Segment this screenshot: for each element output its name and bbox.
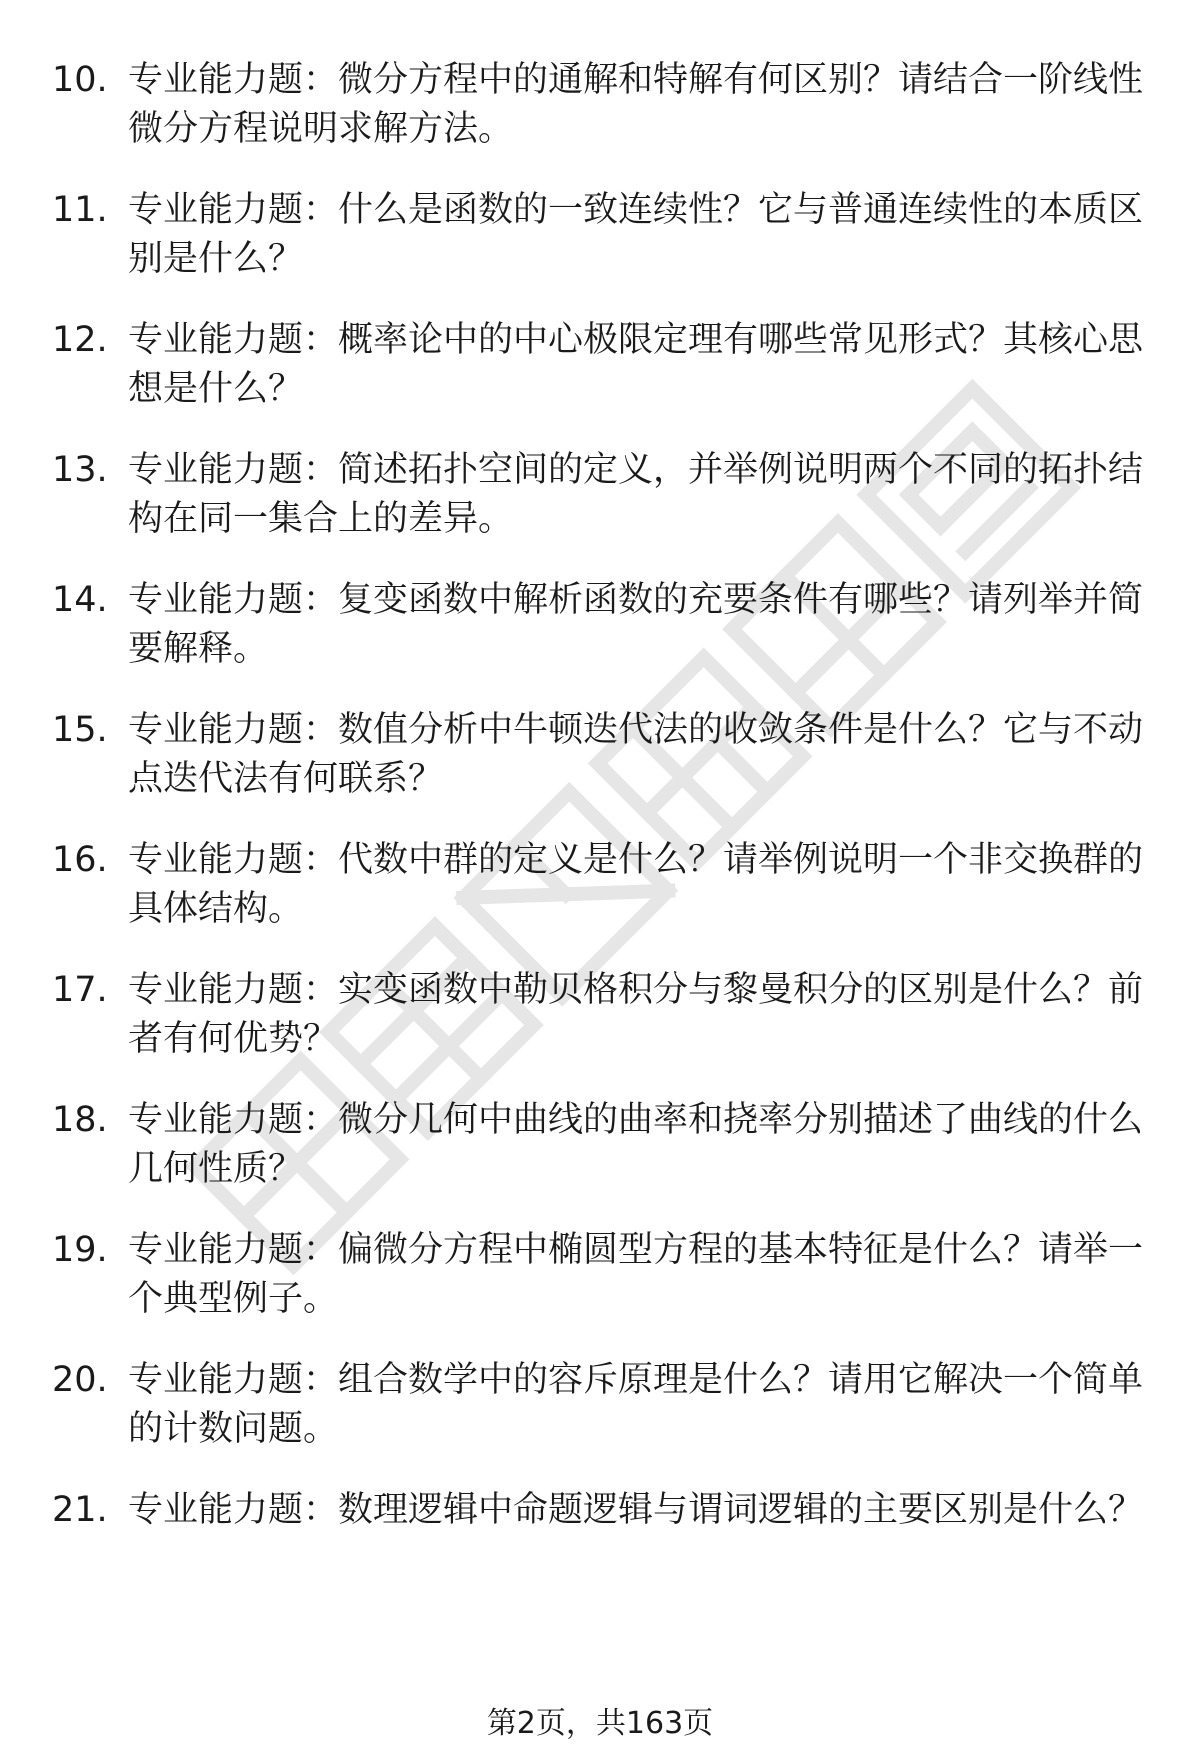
question-item (52, 576, 1152, 674)
question-text: 专业能力题：数值分析中牛顿迭代法的收敛条件是什么？它与不动点迭代法有何联系？ (128, 710, 1144, 799)
question-item (52, 186, 1152, 284)
question-item (52, 706, 1152, 804)
question-item (52, 446, 1152, 544)
question-number: 17. (52, 970, 108, 1010)
question-number: 13. (52, 450, 108, 490)
page-number-footer: 第2页，共163页 (486, 1706, 714, 1741)
question-number: 19. (52, 1230, 108, 1270)
question-number: 20. (52, 1360, 108, 1400)
question-number: 12. (52, 320, 108, 360)
question-number: 18. (52, 1100, 108, 1140)
question-text: 专业能力题：微分方程中的通解和特解有何区别？请结合一阶线性微分方程说明求解方法。 (128, 60, 1144, 149)
question-text: 专业能力题：实变函数中勒贝格积分与黎曼积分的区别是什么？前者有何优势？ (128, 970, 1144, 1059)
question-text: 专业能力题：什么是函数的一致连续性？它与普通连续性的本质区别是什么？ (128, 190, 1144, 279)
question-text: 专业能力题：数理逻辑中命题逻辑与谓词逻辑的主要区别是什么？ (128, 1490, 1144, 1530)
question-number: 10. (52, 60, 108, 100)
question-number: 14. (52, 580, 108, 620)
question-text: 专业能力题：简述拓扑空间的定义，并举例说明两个不同的拓扑结构在同一集合上的差异。 (128, 450, 1144, 539)
question-item (52, 56, 1152, 154)
question-item (52, 1226, 1152, 1324)
question-text: 专业能力题：复变函数中解析函数的充要条件有哪些？请列举并简要解释。 (128, 580, 1144, 669)
question-item (52, 316, 1152, 414)
question-number: 15. (52, 710, 108, 750)
question-item (52, 1096, 1152, 1194)
question-item (52, 1356, 1152, 1454)
question-number: 21. (52, 1490, 108, 1530)
question-item (52, 966, 1152, 1064)
question-text: 专业能力题：偏微分方程中椭圆型方程的基本特征是什么？请举一个典型例子。 (128, 1230, 1144, 1319)
question-text: 专业能力题：组合数学中的容斥原理是什么？请用它解决一个简单的计数问题。 (128, 1360, 1144, 1449)
question-text: 专业能力题：代数中群的定义是什么？请举例说明一个非交换群的具体结构。 (128, 840, 1144, 929)
question-text: 专业能力题：微分几何中曲线的曲率和挠率分别描述了曲线的什么几何性质？ (128, 1100, 1144, 1189)
question-list (52, 56, 1152, 1567)
question-item (52, 836, 1152, 934)
question-number: 11. (52, 190, 108, 230)
question-text: 专业能力题：概率论中的中心极限定理有哪些常见形式？其核心思想是什么？ (128, 320, 1144, 409)
question-item (52, 1486, 1152, 1535)
question-number: 16. (52, 840, 108, 880)
